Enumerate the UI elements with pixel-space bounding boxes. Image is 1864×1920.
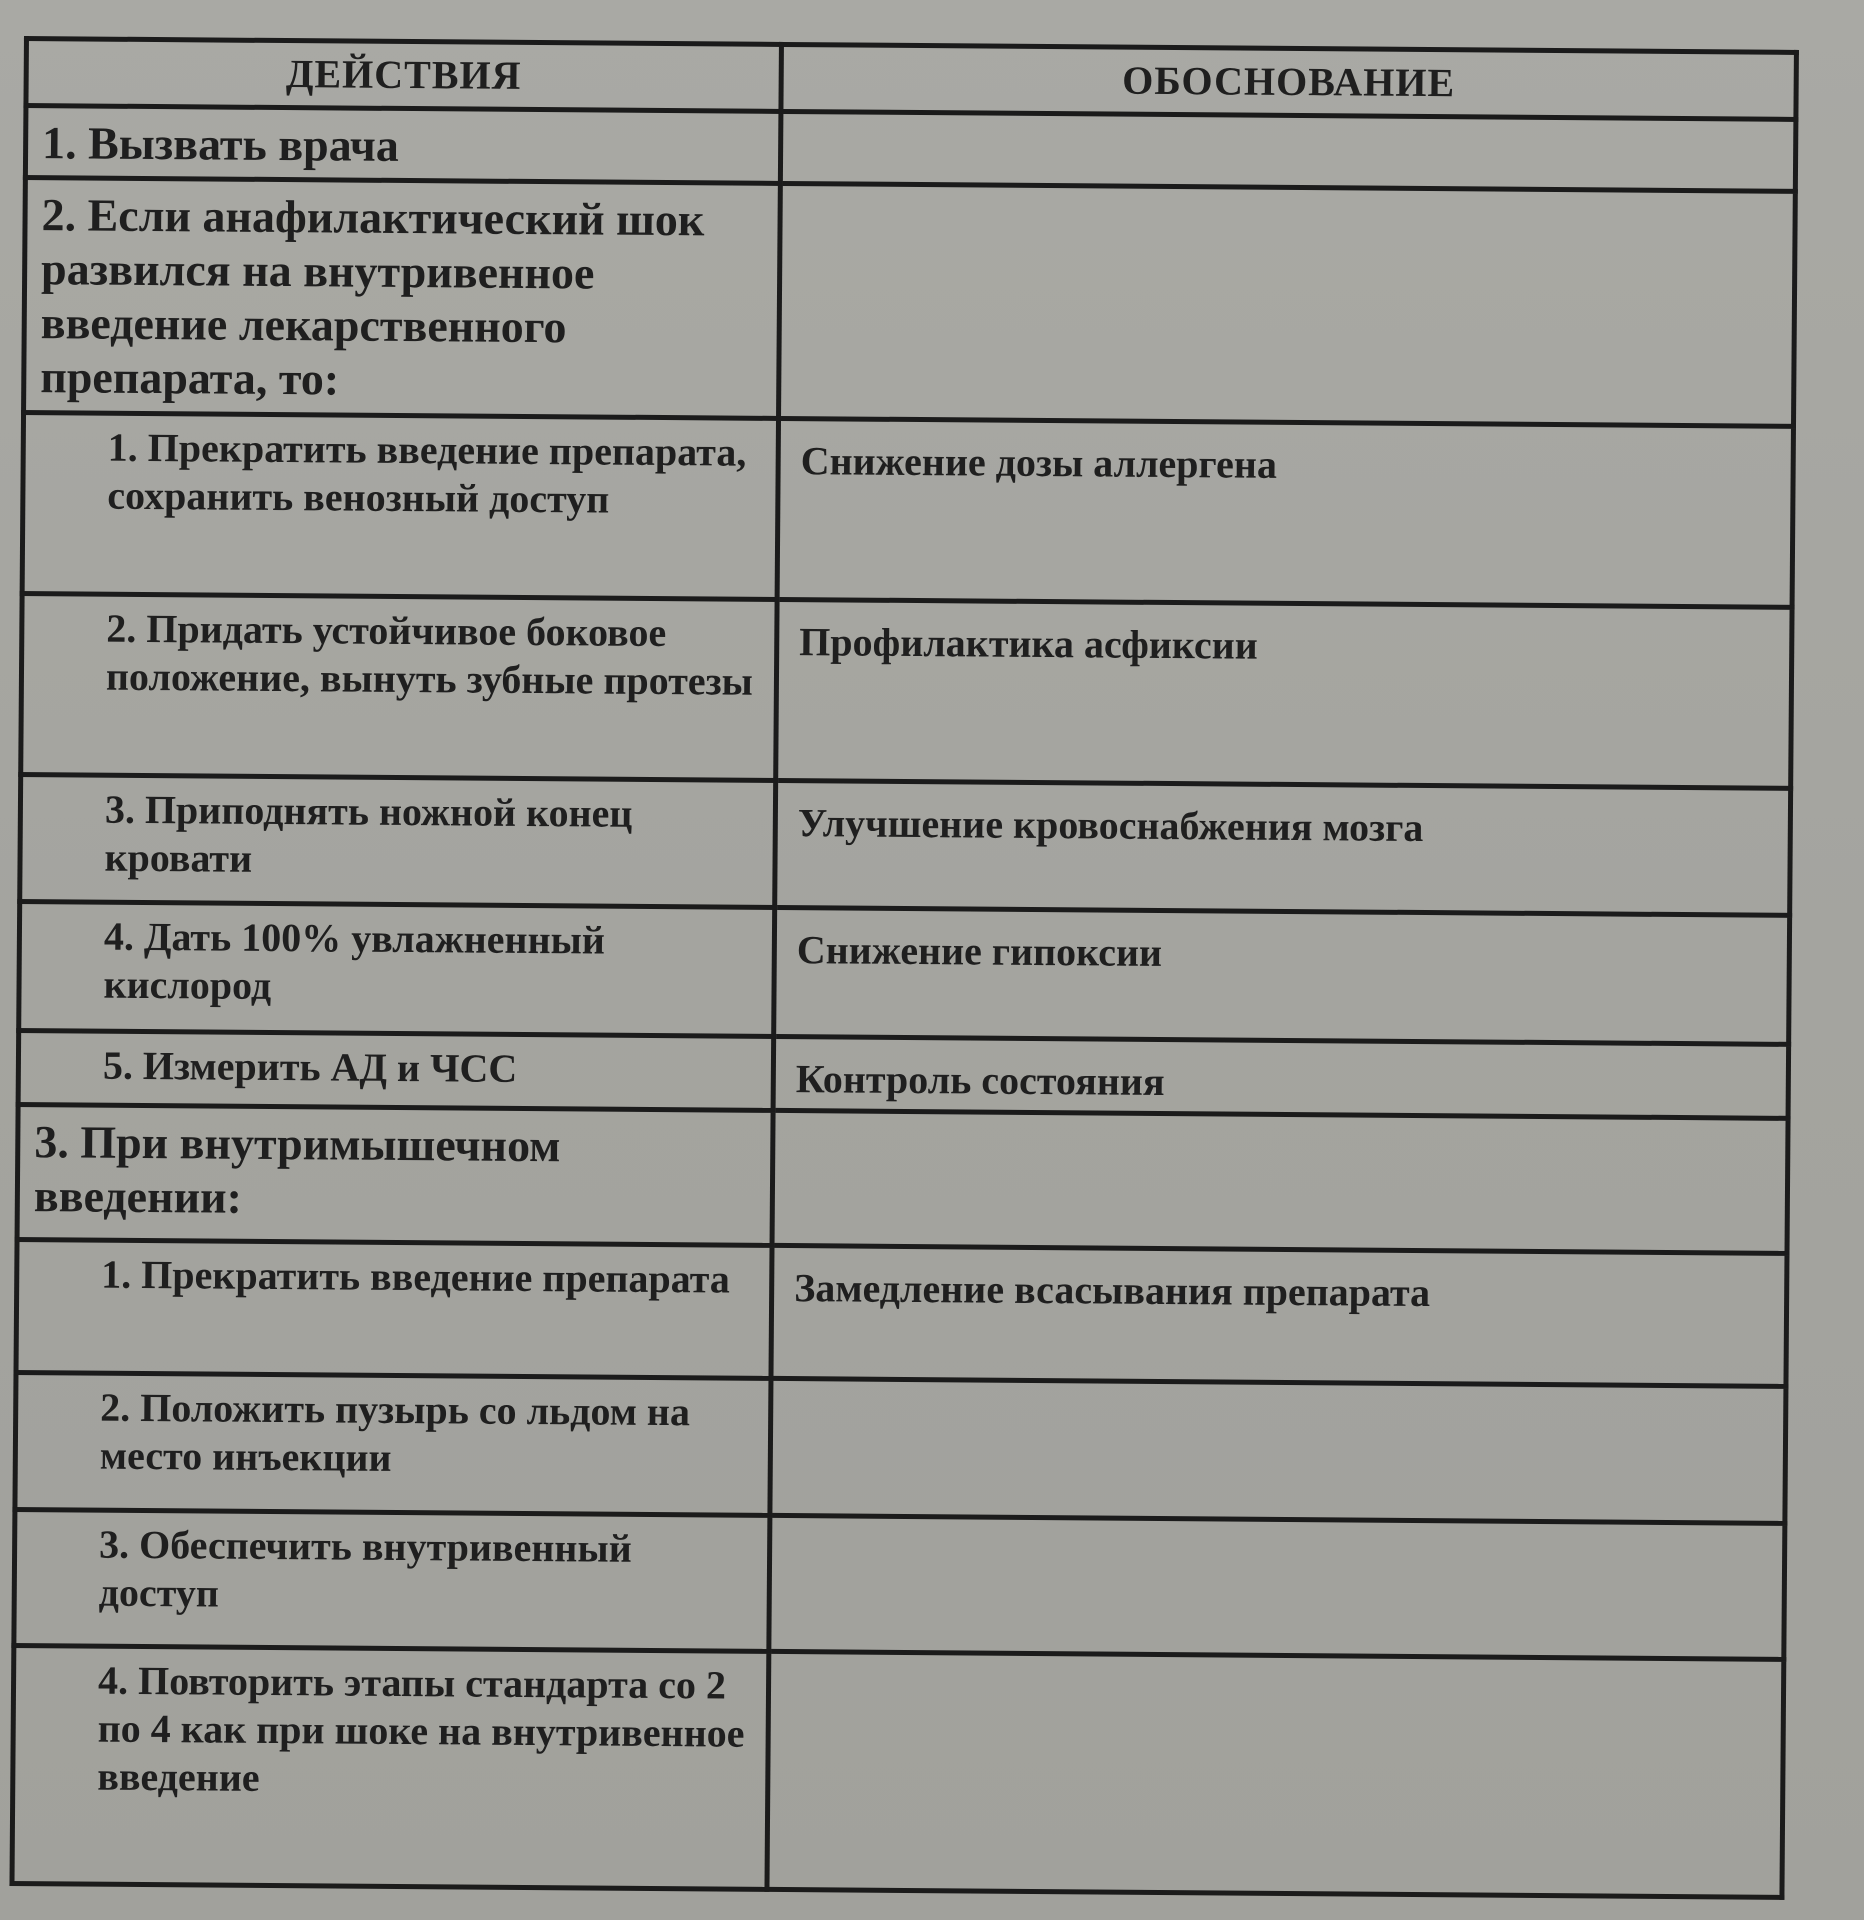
action-cell: 3. Приподнять ножной конец кровати — [20, 775, 776, 908]
justification-cell — [770, 1378, 1786, 1523]
table-row — [14, 1509, 1785, 1660]
table-row — [25, 106, 1796, 192]
actions-table — [9, 36, 1798, 1900]
table-row — [20, 775, 1791, 916]
action-cell: 5. Измерить АД и ЧСС — [18, 1030, 774, 1110]
justification-cell — [767, 1652, 1784, 1898]
action-cell: 1. Прекратить введение препарата, сохранить венозный доступ — [22, 412, 778, 599]
action-cell: 4. Дать 100% увлажненный кислород — [19, 901, 775, 1036]
action-cell: 3. Обеспечить внутривенный доступ — [14, 1509, 770, 1652]
table-row — [22, 412, 1793, 607]
table-row — [21, 593, 1792, 788]
table-row — [12, 1646, 1784, 1897]
justification-cell: Замедление всасывания препарата — [771, 1245, 1787, 1386]
action-cell: 1. Прекратить введение препарата — [16, 1239, 772, 1378]
header-actions: ДЕЙСТВИЯ — [26, 39, 782, 112]
action-cell: 2. Если анафилактический шок развился на внутривенное введение лекарственного препарата, то: — [24, 178, 781, 418]
action-cell: 1. Вызвать врача — [25, 106, 781, 184]
header-justification: ОБОСНОВАНИЕ — [781, 44, 1796, 119]
table-row — [16, 1239, 1787, 1386]
table-row — [15, 1372, 1786, 1523]
justification-cell: Контроль состояния — [773, 1036, 1789, 1118]
justification-cell — [769, 1515, 1785, 1660]
justification-cell — [780, 111, 1796, 191]
table-row — [19, 901, 1790, 1044]
action-cell: 4. Повторить этапы стандарта со 2 по 4 как при шоке на внутривенное введение — [12, 1646, 769, 1889]
table-row — [18, 1030, 1789, 1118]
table-row — [17, 1105, 1788, 1254]
justification-cell — [772, 1111, 1788, 1254]
justification-cell: Снижение гипоксии — [774, 907, 1790, 1044]
action-cell: 2. Придать устойчивое боковое положение, вынуть зубные протезы — [21, 593, 777, 780]
justification-cell: Улучшение кровоснабжения мозга — [775, 781, 1791, 916]
justification-cell: Профилактика асфиксии — [776, 599, 1792, 788]
action-cell: 3. При внутримышечном введении: — [17, 1105, 773, 1246]
justification-cell — [779, 184, 1796, 426]
action-cell: 2. Положить пузырь со льдом на место инъекции — [15, 1372, 771, 1515]
justification-cell: Снижение дозы аллергена — [777, 418, 1793, 607]
table-row — [24, 178, 1796, 426]
